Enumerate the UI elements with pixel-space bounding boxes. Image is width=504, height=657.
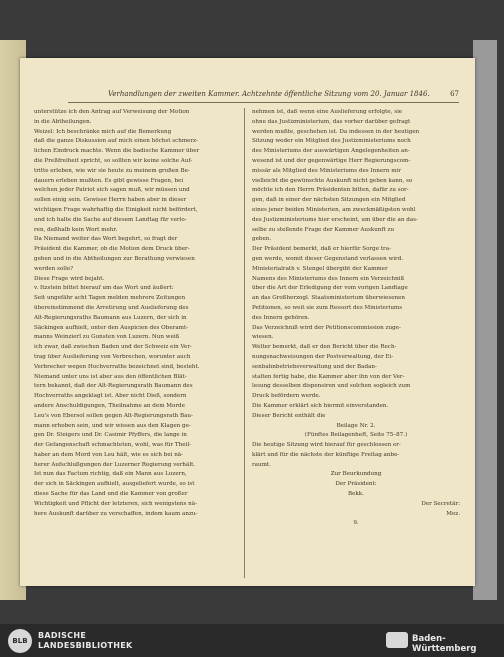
text-line: des Ministeriums der auswärtigen Angelegenheiten an-: [252, 148, 410, 155]
text-line: Beilage Nr. 2.: [336, 422, 376, 429]
text-line: Druck befördern werde.: [252, 393, 321, 400]
text-line: eines jener beiden Ministerien, am zweckmäßigsten wohl: [252, 206, 416, 213]
running-title: Verhandlungen der zweiten Kammer. Achtzehnte öffentliche Sitzung vom 20. Januar 1846.: [108, 90, 430, 98]
text-line: der Gefangenschaft schmachteten, wohl, was für Theil-: [34, 442, 192, 449]
text-line: vielleicht die gewünschte Auskunft nicht geben kann, so: [252, 177, 413, 184]
text-line: werden mußte, geschehen ist. Da indessen in der heutigen: [252, 128, 420, 135]
document-page: [20, 58, 475, 586]
text-line: lesung desselben dispensiren und solchen sogleich zum: [252, 383, 411, 390]
text-line: here Auskunft darüber zu verschaffen, indem kaum anzu-: [34, 510, 198, 517]
text-line: in die Abtheilungen.: [34, 118, 92, 125]
text-line: werden solle?: [34, 265, 74, 272]
text-line: dauern erleben mußten. Es gibt gewisse Fragen, bei: [34, 177, 184, 184]
text-line: Alt-Regierungsraths Baumann aus Luzern, der sich in: [34, 314, 187, 321]
text-line: ren, deßhalb kein Wort mehr.: [34, 226, 118, 233]
text-line: Da Niemand weiter das Wort begehrt, so fragt der: [34, 236, 178, 243]
bw-crest-icon: [386, 632, 408, 648]
text-line: Bekk.: [348, 491, 364, 498]
text-line: des Justizministeriums hier erscheint, um über die an das-: [252, 216, 418, 223]
text-line: Mez.: [446, 510, 460, 517]
text-line: Weizel: Ich beschränke mich auf die Bemerkung: [34, 128, 172, 135]
text-line: gen, daß in einer der nächsten Sitzungen ein Mitglied: [252, 197, 406, 204]
text-line: an das Großherzogl. Staatsministerium überwiesenen: [252, 295, 406, 302]
text-line: wesend ist und der gegenwärtige Herr Regierungscom-: [252, 157, 411, 164]
text-line: Ist nun das Factum richtig, daß ein Mann aus Luzern,: [34, 471, 187, 478]
text-line: wiesen.: [252, 334, 274, 341]
text-line: welchen jeder Patriot sich sagen muß, wir müssen und: [34, 187, 190, 194]
text-line: tern bekannt, daß der Alt-Regierungsrath Baumann des: [34, 383, 193, 390]
column-divider: [244, 108, 245, 578]
text-line: Hochverraths angeklagt ist. Aber nicht Dieß, sondern: [34, 393, 187, 400]
text-line: sollen einig sein. Gewisse Herrn haben aber in dieser: [34, 197, 187, 204]
text-line: Zur Beurkundung: [330, 471, 382, 478]
text-line: und ich halte die Sache auf diesem Landtag für verlo-: [34, 216, 187, 223]
text-line: senbahnbetriebsverwaltung und der Badan-: [252, 363, 377, 370]
text-line: Welter bemerkt, daß er den Bericht über die Rech-: [252, 344, 397, 351]
text-line: (Fünftes Beilagenheft, Seite 75–87.): [304, 432, 408, 439]
text-line: Der Präsident bemerkt, daß er hierfür Sorge tra-: [252, 246, 391, 253]
text-line: übereinstimmend die Arretirung und Auslieferung des: [34, 304, 189, 311]
text-line: diese Sache für das Land und die Kammer von großer: [34, 491, 188, 498]
text-line: trag über Auslieferung von Verbrechen, worunter auch: [34, 353, 191, 360]
library-name-line-1: BADISCHE: [38, 631, 87, 640]
text-line: selbe zu stellende Frage der Kammer Auskunft zu: [252, 226, 395, 233]
text-line: der sich in Säckingen aufhielt, ausgeliefert wurde, so ist: [34, 481, 195, 488]
library-name: [38, 631, 133, 651]
text-line: Die Kammer erklärt sich hiermit einverstanden.: [252, 402, 389, 409]
text-line: des Innern gehören.: [252, 314, 310, 321]
text-line: klärt und für die nächste der künftige Freitag anbe-: [252, 451, 400, 458]
text-line: nehmen ist, daß wenn eine Auslieferung erfolgte, sie: [252, 109, 403, 115]
text-line: tritte erleben, wie wir sie heute zu meinem großen Be-: [34, 167, 190, 174]
text-line: Leu's von Ebersol sollen gegen Alt-Regierungsrath Bau-: [34, 412, 193, 419]
text-line: manns Weinzierl zu Gunsten von Luzern. Nun weiß: [34, 334, 180, 341]
text-line: Der Secretär:: [421, 500, 460, 507]
text-line: haber an dem Mord von Leu hält, wie es sich bei nä-: [34, 451, 184, 458]
text-line: Das Verzeichniß wird der Petitionscommission zuge-: [252, 324, 401, 331]
book-cover-right: [473, 40, 497, 600]
text-line: lichen Eindruck machte. Wenn die badische Kammer über: [34, 148, 200, 155]
text-line: Die heutige Sitzung wird hierauf für geschlossen er-: [252, 442, 401, 449]
text-line: gen Dr. Steigers und Dr. Casimir Pfyffers, die lange in: [34, 432, 187, 439]
text-line: Seit ungefähr acht Tagen melden mehrere Zeitungen: [34, 295, 186, 302]
text-line: nungsnachweisungen der Postverwaltung, der Ei-: [252, 353, 394, 360]
text-line: Verbrecher wegen Hochverraths bezeichnet sind, besteht.: [34, 363, 200, 370]
text-line: Präsident die Kammer, ob die Motion dem Druck über-: [34, 246, 190, 253]
text-line: geben und in die Abtheilungen zur Berathung verwiesen: [34, 255, 195, 262]
text-line: Diese Frage wird bejaht.: [34, 275, 105, 282]
state-name: Baden-Württemberg: [412, 634, 477, 654]
page-header: [108, 90, 459, 98]
text-line: Ministerialrath v. Stengel übergibt der Kammer: [252, 265, 388, 272]
page-number: 67: [450, 90, 459, 98]
text-line: Der Präsident:: [335, 481, 377, 488]
text-line: unterstütze ich den Antrag auf Verweisung der Motion: [34, 109, 190, 115]
text-line: 9.: [353, 520, 359, 527]
text-line: andere Anschuldigungen, Theilnahme an dem Morde: [34, 402, 185, 409]
text-line: gen werde, womit dieser Gegenstand verlassen wird.: [252, 255, 404, 262]
text-line: Säckingen aufhielt, unter den Auspicien des Oberamt-: [34, 324, 189, 331]
text-line: ohne das Justizministerium, das vorher darüber gefragt: [252, 118, 411, 125]
header-rule: [68, 102, 459, 103]
text-line: möchte ich den Herrn Präsidenten bitten, dafür zu sor-: [252, 187, 409, 194]
library-name-line-2: LANDESBIBLIOTHEK: [38, 641, 133, 650]
text-line: raumt.: [252, 461, 271, 468]
text-line: über die Art der Erledigung der vom vorigen Landtage: [252, 285, 408, 292]
text-line: Petitionen, so weit sie zum Ressort des Ministeriums: [252, 304, 403, 311]
right-column: [252, 108, 460, 529]
text-line: die Preßfreiheit spricht, so sollten wir keine solche Auf-: [34, 157, 193, 164]
text-line: ich zwar, daß zwischen Baden und der Schweiz ein Ver-: [34, 344, 192, 351]
text-line: Dieser Bericht enthält die: [252, 412, 326, 419]
text-line: mann erhoben sein, und wir wissen aus den Klagen ge-: [34, 422, 191, 429]
text-line: daß die ganze Diskussion auf mich einen höchst schmerz-: [34, 138, 198, 145]
text-line: herer Aufschlußgungen der Luzerner Regierung verhält.: [34, 461, 196, 468]
text-line: Namens des Ministeriums des Innern ein Verzeichniß: [252, 275, 405, 282]
text-line: v. Itzstein bittet hierauf um das Wort und äußert:: [34, 285, 174, 292]
text-line: geben.: [252, 236, 272, 243]
text-line: Sitzung weder ein Mitglied des Justizministeriums noch: [252, 138, 411, 145]
text-line: Wichtigkeit und Pflicht der letzteren, sich wenigstens nä-: [34, 500, 198, 507]
text-line: missär als Mitglied des Ministeriums des Innern mir: [252, 167, 401, 174]
text-line: Niemand unter uns ist aber aus den öffentlichen Blät-: [34, 373, 187, 380]
blb-logo-icon: BLB: [8, 629, 32, 653]
text-line: stalten fertig habe, die Kammer aber ihn von der Ver-: [252, 373, 405, 380]
footer-bar: [0, 624, 504, 657]
left-column: [34, 108, 239, 519]
text-line: wichtigen Frage wahrhaftig die Einigkeit nicht befördert,: [34, 206, 198, 213]
